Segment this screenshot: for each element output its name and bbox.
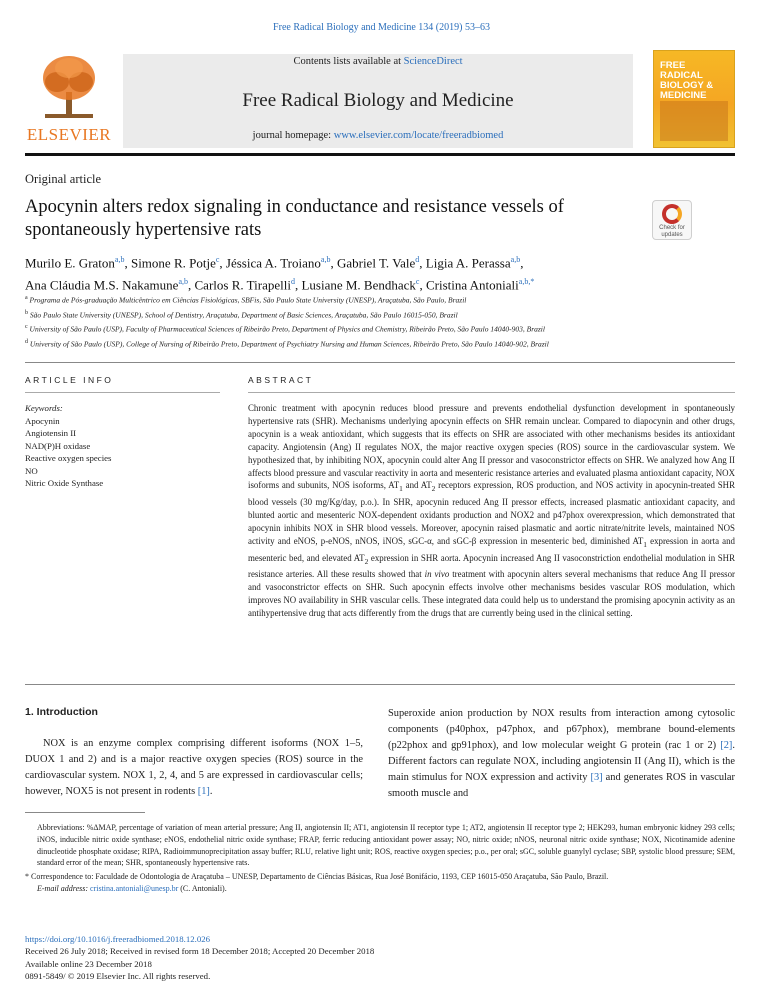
body-column-left xyxy=(25,706,363,800)
abstract-text xyxy=(248,402,735,620)
contents-line xyxy=(123,56,633,67)
author-name[interactable]: Carlos R. Tirapelli xyxy=(194,277,291,293)
author-affil-marker[interactable]: d xyxy=(290,277,295,287)
homepage-label: journal homepage: xyxy=(252,130,332,141)
author-name[interactable]: Jéssica A. Troiano xyxy=(225,255,321,271)
article-footer xyxy=(25,933,735,982)
affiliation-text: University of São Paulo (USP), College of Nursing of Ribeirão Preto, Department of Psychiatry Nursing and Human Sciences, Ribeirão Preto, São Paulo 14040-902, Brazil xyxy=(29,339,549,348)
author-affil-marker[interactable]: a,b xyxy=(320,255,331,264)
elsevier-logo[interactable] xyxy=(25,46,113,146)
affiliation-text: São Paulo State University (UNESP), School of Dentistry, Araçatuba, Department of Basic Sciences, Araçatuba, São Paulo 16015-050, Brazil xyxy=(29,310,458,319)
abstract-segment: and AT xyxy=(402,480,432,491)
abstract-heading: ABSTRACT xyxy=(248,375,314,385)
keywords-panel xyxy=(25,402,220,490)
affiliation-item xyxy=(25,336,735,351)
keyword-item[interactable]: Nitric Oxide Synthase xyxy=(25,478,104,488)
abstract-subscript: 1 xyxy=(643,539,647,549)
author-affil-marker[interactable]: d xyxy=(415,255,420,264)
introduction-heading: 1. Introduction xyxy=(25,706,98,718)
available-online: Available online 23 December 2018 xyxy=(25,958,152,969)
received-dates: Received 26 July 2018; Received in revised form 18 December 2018; Accepted 20 December 2018 xyxy=(25,946,375,957)
author-affil-marker[interactable]: c xyxy=(415,277,420,287)
body-segment: . Different factors can regulate NOX, including angiotensin II (Ang II), which is the main stimulus for NOX expression and activity xyxy=(388,740,735,783)
author-name[interactable]: Cristina Antoniali xyxy=(425,277,519,293)
body-segment: and generates ROS in vascular smooth muscle and xyxy=(388,772,735,799)
author-name[interactable]: Ligia A. Perassa xyxy=(425,255,511,271)
copyright: 0891-5849/ © 2019 Elsevier Inc. All rights reserved. xyxy=(25,970,211,981)
keyword-item[interactable]: NO xyxy=(25,465,38,476)
journal-citation-link[interactable]: Free Radical Biology and Medicine 134 (2019) 53–63 xyxy=(273,22,490,33)
body-column-right xyxy=(388,706,735,802)
affiliation-key: c xyxy=(25,324,28,330)
article-info-heading: ARTICLE INFO xyxy=(25,375,114,385)
author-sep: , xyxy=(419,255,426,271)
abstract-segment: treatment with apocynin alters several mechanisms that reduce Ang II pressor and vasoconstrictor effects on SHR. Such apocynin effects involve other mechanisms besides vascular ROS modulation, which improves NO availability in SHR vascular cells. These integrated data could help us to understand the promising apocynin activity as an antihypertensive drug that acts differently from the drugs that are currently being used in the clinical setting. xyxy=(248,569,735,618)
author-sep: , xyxy=(124,255,131,271)
abstract-subscript: 1 xyxy=(399,484,403,494)
article-title: Apocynin alters redox signaling in conductance and resistance vessels of spontaneously hypertensive rats xyxy=(25,197,564,240)
author-name[interactable]: Simone R. Potje xyxy=(130,255,216,271)
author-name[interactable]: Ana Cláudia M.S. Nakamune xyxy=(25,277,179,293)
keyword-item[interactable]: Reactive oxygen species xyxy=(25,453,112,463)
email-suffix: (C. Antoniali). xyxy=(178,883,227,893)
abstract-subscript: 2 xyxy=(431,484,436,494)
correspondence-footnote: * Correspondence to: Faculdade de Odontologia de Araçatuba – UNESP, Departamento de Ciências Básicas, Rua José Bonifácio, 1193, CEP 16015-050 Araçatuba, São Paulo, Brazil. xyxy=(25,872,609,882)
cover-title xyxy=(660,61,713,101)
elsevier-tree-icon xyxy=(39,52,99,120)
abstract-segment: receptors expression, ROS production, and NOS activity in apocynin-treated SHR blood vessels (30 mg/Kg/day, p.o.). In SHR, apocynin reduced Ang II pressor effects, increased plasmatic antioxidant capacity, and blunted aortic and mesenteric NOX-dependent oxidants production and NOX2 and p47phox overexpression, which demonstrated that apocynin inhibits NOX in SHR blood vessels. Moreover, apocynin raised plasmatic and aortic nitrate/nitrite levels, maintained NOS activity and eNOS, p-eNOS, nNOS, iNOS, sGC-α, and sGC-β expression in mesenteric bed, diminished AT xyxy=(248,480,736,546)
section-divider xyxy=(25,362,735,363)
cover-title-line: FREE xyxy=(660,60,686,71)
abstract-segment: expression in SHR aorta. Apocynin increased Ang II vasoconstriction endothelial modulation in SHR resistance arteries. All these results showed that xyxy=(248,552,735,580)
affiliation-text: University of São Paulo (USP), Faculty of Pharmaceutical Sciences of Ribeirão Preto, Department of Physics and Chemistry, Ribeirão Preto, São Paulo 14040-903, Brazil xyxy=(29,324,545,334)
author-name[interactable]: Murilo E. Graton xyxy=(25,255,115,271)
journal-cover-image[interactable] xyxy=(653,50,735,148)
author-affil-marker[interactable]: a,b xyxy=(114,255,125,264)
affiliation-list xyxy=(25,292,735,350)
body-segment: . xyxy=(209,786,213,797)
cover-title-line: MEDICINE xyxy=(660,90,707,101)
body-segment: Superoxide anion production by NOX results from interaction among cytosolic components (p40phox, p47phox, and p67phox), membrane bound-elements (p22phox and gp91phox), and low molecular weight G protein (rac 1 or 2) xyxy=(388,708,735,751)
affiliation-key: a xyxy=(25,295,28,301)
author-affil-marker[interactable]: c xyxy=(215,255,220,264)
check-for-updates-icon xyxy=(662,204,682,224)
affiliation-key: d xyxy=(25,338,28,345)
author-affil-marker[interactable]: a,b xyxy=(178,277,189,287)
keyword-item[interactable]: Angiotensin II xyxy=(25,428,77,438)
reference-link[interactable]: [1] xyxy=(197,786,210,797)
author-sep: , xyxy=(219,255,226,271)
abstract-emphasis: in vivo xyxy=(424,569,450,580)
abstract-rule xyxy=(248,392,735,393)
header-divider xyxy=(25,153,735,156)
cover-art xyxy=(660,101,728,141)
affiliation-item xyxy=(25,307,735,322)
introduction-paragraph xyxy=(25,736,363,800)
author-sep: , xyxy=(188,277,195,293)
abstract-segment: Chronic treatment with apocynin reduces blood pressure and prevents endothelial dysfunction development in spontaneously hypertensive rats (SHR). Mechanisms underlying apocynin effects on SHR remain unclear. Compared to diapocynin and other drugs, apocynin is a weak antioxidant, which suggests that its effects on SHR are associated with other mechanisms besides its antioxidant capacity. Angiotensin (Ang) II regulates NOX, the major reactive oxygen species (ROS) source in the cardiovascular system. We hypothesized that, by inhibiting NOX, apocynin could alter Ang II pressor and vasoconstrictor effects on SHR. We analyzed how Ang II affects blood pressure and vascular reactivity in aorta and mesenteric resistance arteries and evaluated plasma antioxidant capacity, NOX isoforms and subunits, NOS isoforms, AT xyxy=(248,403,735,491)
cover-title-line: RADICAL xyxy=(660,70,703,81)
check-for-updates-label xyxy=(653,225,691,239)
email-link[interactable]: cristina.antoniali@unesp.br xyxy=(90,883,179,893)
check-for-updates-button[interactable] xyxy=(652,200,692,240)
author-sep: , xyxy=(419,277,426,293)
affiliation-item xyxy=(25,321,735,336)
contents-prefix: Contents lists available at xyxy=(293,56,402,67)
author-affil-marker[interactable]: a,b xyxy=(510,255,521,264)
homepage-url-link[interactable]: www.elsevier.com/locate/freeradbiomed xyxy=(333,130,504,141)
author-list xyxy=(25,250,725,295)
doi-link[interactable]: https://doi.org/10.1016/j.freeradbiomed.2018.12.026 xyxy=(25,934,211,944)
reference-link[interactable]: [2] xyxy=(720,740,733,751)
author-affil-marker[interactable]: a,b,* xyxy=(518,277,535,287)
abbreviations-footnote: Abbreviations: %ΔMAP, percentage of variation of mean arterial pressure; Ang II, angiotensin II; AT1, angiotensin II receptor type 1; AT2, angiotensin II receptor type 2; HEK293, human embryonic kidney 293 cells; iNOS, inducible nitric oxide synthase; eNOS, endothelial nitric oxide synthase; FRAP, ferric reducing antioxidant power assay; NO, nitric oxide; nNOS, neuronal nitric oxide synthase; NOX, Nicotinamide adenine dinucleotide phosphate oxidase; RIPA, Radioimmunoprecipitation assay buffer; RLU, relative light unit; ROS, reactive oxygen species; p.o., per oral; sGC, soluble guanylyl cyclase; SBP, systolic blood pressure; SEM, standard error of the mean; SHR, spontaneously hypertensive rats. xyxy=(37,823,735,868)
email-label: E-mail address: xyxy=(37,883,89,893)
author-sep: , xyxy=(330,255,337,271)
journal-banner xyxy=(123,54,633,148)
footnotes xyxy=(25,822,735,895)
abstract-subscript: 2 xyxy=(364,556,369,566)
affiliation-text: Programa de Pós-graduação Multicêntrico em Ciências Fisiológicas, SBFis, São Paulo State University (UNESP), Araçatuba, São Paulo, Brazil xyxy=(29,295,467,305)
footnote-divider xyxy=(25,812,145,813)
check-line: updates xyxy=(661,232,683,238)
cover-title-line: BIOLOGY & xyxy=(660,80,714,91)
check-line: Check for xyxy=(659,225,685,231)
keyword-item[interactable]: Apocynin xyxy=(25,415,60,426)
journal-header xyxy=(25,46,735,151)
keyword-item[interactable]: NAD(P)H oxidase xyxy=(25,440,91,451)
article-type: Original article xyxy=(25,172,102,186)
elsevier-wordmark: ELSEVIER xyxy=(26,125,112,144)
author-sep: , xyxy=(294,277,302,293)
affiliation-key: b xyxy=(25,309,28,316)
author-sep: , xyxy=(520,255,524,271)
body-segment: NOX is an enzyme complex comprising different isoforms (NOX 1–5, DUOX 1 and 2) and is a major reactive oxygen species (ROS) source in the cardiovascular system. NOX 1, 2, 4, and 5 are expressed in cardiovascular cells; however, NOX5 is not present in rodents xyxy=(25,738,363,797)
email-footnote xyxy=(25,883,735,895)
affiliation-item xyxy=(25,292,735,307)
author-name[interactable]: Lusiane M. Bendhack xyxy=(301,277,416,293)
article-info-rule xyxy=(25,392,220,393)
author-name[interactable]: Gabriel T. Vale xyxy=(336,255,416,271)
keywords-label: Keywords: xyxy=(25,403,63,413)
abstract-segment: expression in aorta and mesenteric bed, and elevated AT xyxy=(248,535,735,563)
reference-link[interactable]: [3] xyxy=(590,772,603,783)
section-divider xyxy=(25,684,735,685)
introduction-paragraph xyxy=(388,706,735,802)
sciencedirect-link[interactable]: ScienceDirect xyxy=(403,56,463,67)
journal-title: Free Radical Biology and Medicine xyxy=(242,90,514,111)
homepage-line xyxy=(123,130,633,141)
